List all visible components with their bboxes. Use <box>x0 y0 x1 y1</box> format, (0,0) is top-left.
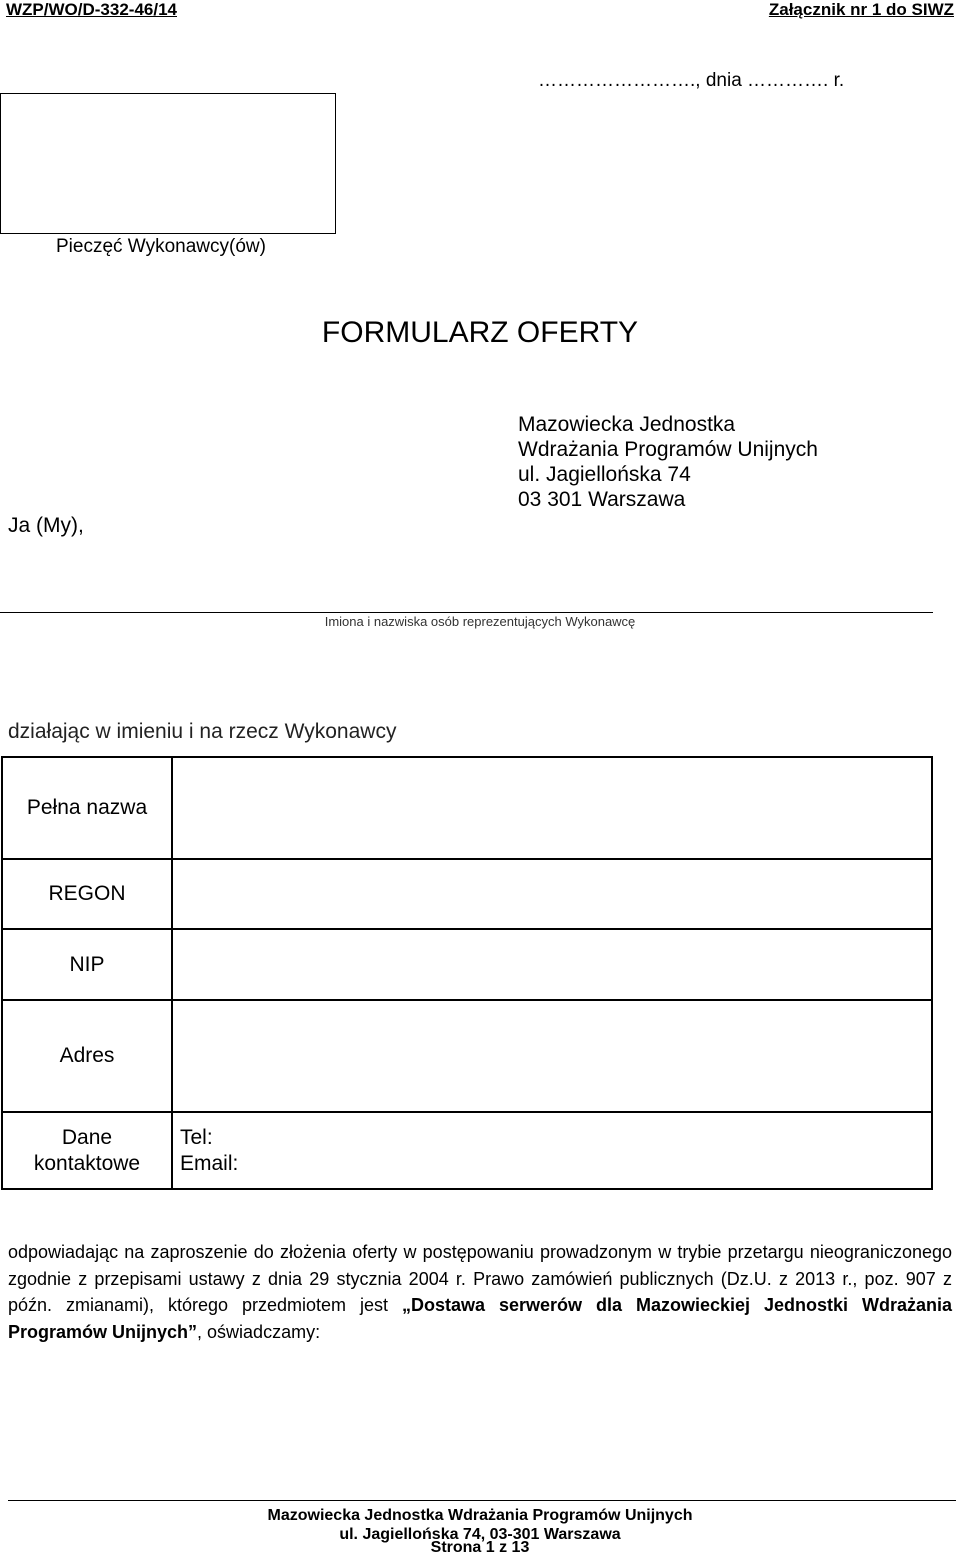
address-field[interactable] <box>172 1000 932 1112</box>
address-label: Adres <box>2 1000 172 1112</box>
regon-field[interactable] <box>172 859 932 929</box>
footer-divider <box>8 1500 956 1501</box>
full-name-field[interactable] <box>172 757 932 859</box>
nip-label: NIP <box>2 929 172 1000</box>
footer-line-2: ul. Jagiellońska 74, 03-301 Warszawa <box>339 1526 621 1543</box>
tel-label: Tel: <box>180 1125 213 1149</box>
row-contact <box>2 1112 932 1189</box>
contractor-data-table <box>1 756 933 1190</box>
names-signature-line <box>0 612 933 613</box>
names-caption: Imiona i nazwiska osób reprezentujących Wykonawcę <box>324 614 636 629</box>
addressee-line-3: ul. Jagiellońska 74 <box>518 463 691 486</box>
annex-label: Załącznik nr 1 do SIWZ <box>768 0 954 19</box>
stamp-label: Pieczęć Wykonawcy(ów) <box>56 236 266 257</box>
contractor-stamp-box <box>0 93 336 234</box>
nip-field[interactable] <box>172 929 932 1000</box>
regon-label: REGON <box>2 859 172 929</box>
acting-label: działając w imieniu i na rzecz Wykonawcy <box>8 720 397 743</box>
contact-field[interactable] <box>172 1112 932 1189</box>
page-title: FORMULARZ OFERTY <box>321 316 639 349</box>
offer-intro: odpowiadając na zaproszenie do złożenia oferty w postępowaniu prowadzonym w trybie przetargu nieograniczonego zgodnie z przepisami ustawy z dnia 29 stycznia 2004 r. Prawo zamówień publicznych (Dz.U. z 2013 r., poz. 907 z późn. zmianami), którego przedmiotem jest <box>8 1242 952 1315</box>
addressee-line-1: Mazowiecka Jednostka <box>518 413 736 436</box>
row-address <box>2 1000 932 1112</box>
full-name-label: Pełna nazwa <box>2 757 172 859</box>
ja-label: Ja (My), <box>8 514 84 537</box>
contact-label-line-2: kontaktowe <box>33 1151 141 1175</box>
addressee-line-2: Wdrażania Programów Unijnych <box>518 438 818 461</box>
offer-outro: , oświadczamy: <box>197 1321 321 1342</box>
contact-label <box>2 1112 172 1189</box>
offer-statement <box>8 1239 952 1345</box>
email-label: Email: <box>180 1151 239 1175</box>
contact-label-line-1: Dane <box>61 1125 113 1149</box>
page-number: Strona 1 z 13 <box>430 1539 530 1556</box>
footer-line-1: Mazowiecka Jednostka Wdrażania Programów Unijnych <box>267 1507 693 1524</box>
addressee-block <box>518 412 818 512</box>
addressee-line-4: 03 301 Warszawa <box>518 488 686 511</box>
offer-subject: „Dostawa serwerów dla Mazowieckiej Jednostki Wdrażania Programów Unijnych” <box>8 1295 952 1342</box>
date-line: ……………………., dnia …………. r. <box>538 70 845 91</box>
row-regon <box>2 859 932 929</box>
row-nip <box>2 929 932 1000</box>
row-full-name <box>2 757 932 859</box>
document-reference: WZP/WO/D-332-46/14 <box>6 0 177 19</box>
